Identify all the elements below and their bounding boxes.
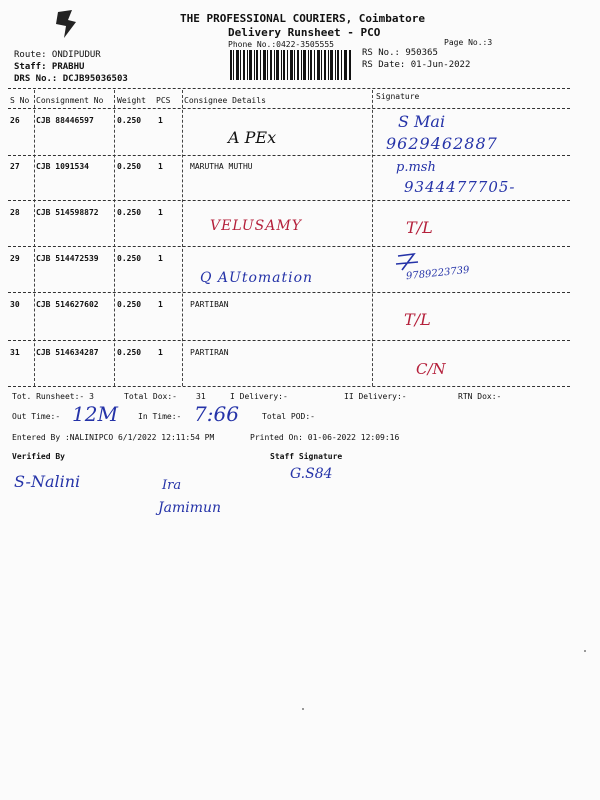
row-weight: 0.250 <box>117 348 142 357</box>
row-consignment: CJB 514472539 <box>36 254 99 263</box>
page-number: Page No.:3 <box>444 38 493 47</box>
col-divider <box>182 90 183 386</box>
row-weight: 0.250 <box>117 116 142 125</box>
scan-speck <box>584 650 586 652</box>
i-delivery: I Delivery:- <box>230 392 288 401</box>
row-weight: 0.250 <box>117 254 142 263</box>
row-pcs: 1 <box>158 116 163 125</box>
row-pcs: 1 <box>158 348 163 357</box>
signature-scribble <box>394 252 424 274</box>
row-rule <box>8 200 570 201</box>
handwritten-signature: T/L <box>406 218 433 237</box>
handwritten-signature: T/L <box>404 310 431 329</box>
handwritten-signature: p.msh <box>396 160 436 175</box>
rtn-dox: RTN Dox:- <box>458 392 502 401</box>
rs-date: RS Date: 01-Jun-2022 <box>362 60 471 70</box>
row-sno: 31 <box>10 348 20 357</box>
col-header-signature: Signature <box>376 92 420 101</box>
row-consignment: CJB 514598872 <box>36 208 99 217</box>
row-sno: 29 <box>10 254 20 263</box>
handwritten-out-time: 12M <box>72 402 118 426</box>
handwritten-signature: C/N <box>416 360 446 378</box>
scan-speck <box>302 708 304 710</box>
row-consignment: CJB 514634287 <box>36 348 99 357</box>
row-sno: 26 <box>10 116 20 125</box>
verified-by-label: Verified By <box>12 452 65 461</box>
col-divider <box>114 90 115 386</box>
staff-signature-label: Staff Signature <box>270 452 343 461</box>
table-header-rule <box>8 108 570 109</box>
handwritten-consignee: Q AUtomation <box>200 270 314 286</box>
route-label: Route: ONDIPUDUR <box>14 50 101 60</box>
row-consignee: PARTIRAN <box>190 348 229 357</box>
row-rule <box>8 246 570 247</box>
col-header-consignment: Consignment No <box>36 96 104 105</box>
total-dox-value: 31 <box>196 392 206 401</box>
row-rule <box>8 292 570 293</box>
row-pcs: 1 <box>158 162 163 171</box>
handwritten-phone: 9789223739 <box>405 264 471 283</box>
col-header-pcs: PCS <box>156 96 171 105</box>
col-divider <box>372 90 373 386</box>
col-header-weight: Weight <box>117 96 146 105</box>
handwritten-phone: 9629462887 <box>386 134 498 153</box>
row-consignment: CJB 1091534 <box>36 162 89 171</box>
handwritten-in-time: 7:66 <box>194 402 239 426</box>
table-bottom-rule <box>8 386 570 387</box>
row-pcs: 1 <box>158 254 163 263</box>
phone-number: Phone No.:0422-3505555 <box>228 40 334 49</box>
ii-delivery: II Delivery:- <box>344 392 407 401</box>
row-consignee: MARUTHA MUTHU <box>190 162 253 171</box>
printed-on: Printed On: 01-06-2022 12:09:16 <box>250 433 400 442</box>
col-header-consignee: Consignee Details <box>184 96 266 105</box>
total-dox-label: Total Dox:- <box>124 392 177 401</box>
handwritten-phone: 9344477705- <box>404 178 516 196</box>
row-weight: 0.250 <box>117 162 142 171</box>
row-weight: 0.250 <box>117 208 142 217</box>
drs-number: DRS No.: DCJB95036503 <box>14 74 128 84</box>
row-consignment: CJB 514627602 <box>36 300 99 309</box>
handwritten-consignee: VELUSAMY <box>210 218 302 234</box>
rs-number: RS No.: 950365 <box>362 48 438 58</box>
in-time-label: In Time:- <box>138 412 182 421</box>
row-consignment: CJB 88446597 <box>36 116 94 125</box>
table-top-rule <box>8 88 570 89</box>
total-runsheet: Tot. Runsheet:- 3 <box>12 392 94 401</box>
extra-signature: Ira <box>162 478 182 493</box>
row-consignee: PARTIBAN <box>190 300 229 309</box>
row-rule <box>8 155 570 156</box>
entered-by: Entered By :NALINIPCO 6/1/2022 12:11:54 PM <box>12 433 215 442</box>
row-sno: 27 <box>10 162 20 171</box>
handwritten-signature: S Mai <box>398 112 446 131</box>
row-weight: 0.250 <box>117 300 142 309</box>
staff-label: Staff: PRABHU <box>14 62 85 72</box>
out-time-label: Out Time:- <box>12 412 61 421</box>
row-sno: 28 <box>10 208 20 217</box>
total-pod: Total POD:- <box>262 412 315 421</box>
company-logo <box>50 8 80 40</box>
col-divider <box>34 90 35 386</box>
handwritten-consignee: A PEx <box>228 128 277 147</box>
runsheet-title: Delivery Runsheet - PCO <box>228 26 381 39</box>
row-rule <box>8 340 570 341</box>
barcode <box>230 50 352 80</box>
verified-signature: S-Nalini <box>14 472 81 491</box>
row-sno: 30 <box>10 300 20 309</box>
row-pcs: 1 <box>158 208 163 217</box>
company-name: THE PROFESSIONAL COURIERS, Coimbatore <box>180 12 426 25</box>
row-pcs: 1 <box>158 300 163 309</box>
col-header-sno: S No <box>10 96 30 105</box>
staff-signature: G.S84 <box>290 466 333 482</box>
extra-signature: Jamimun <box>158 500 222 516</box>
